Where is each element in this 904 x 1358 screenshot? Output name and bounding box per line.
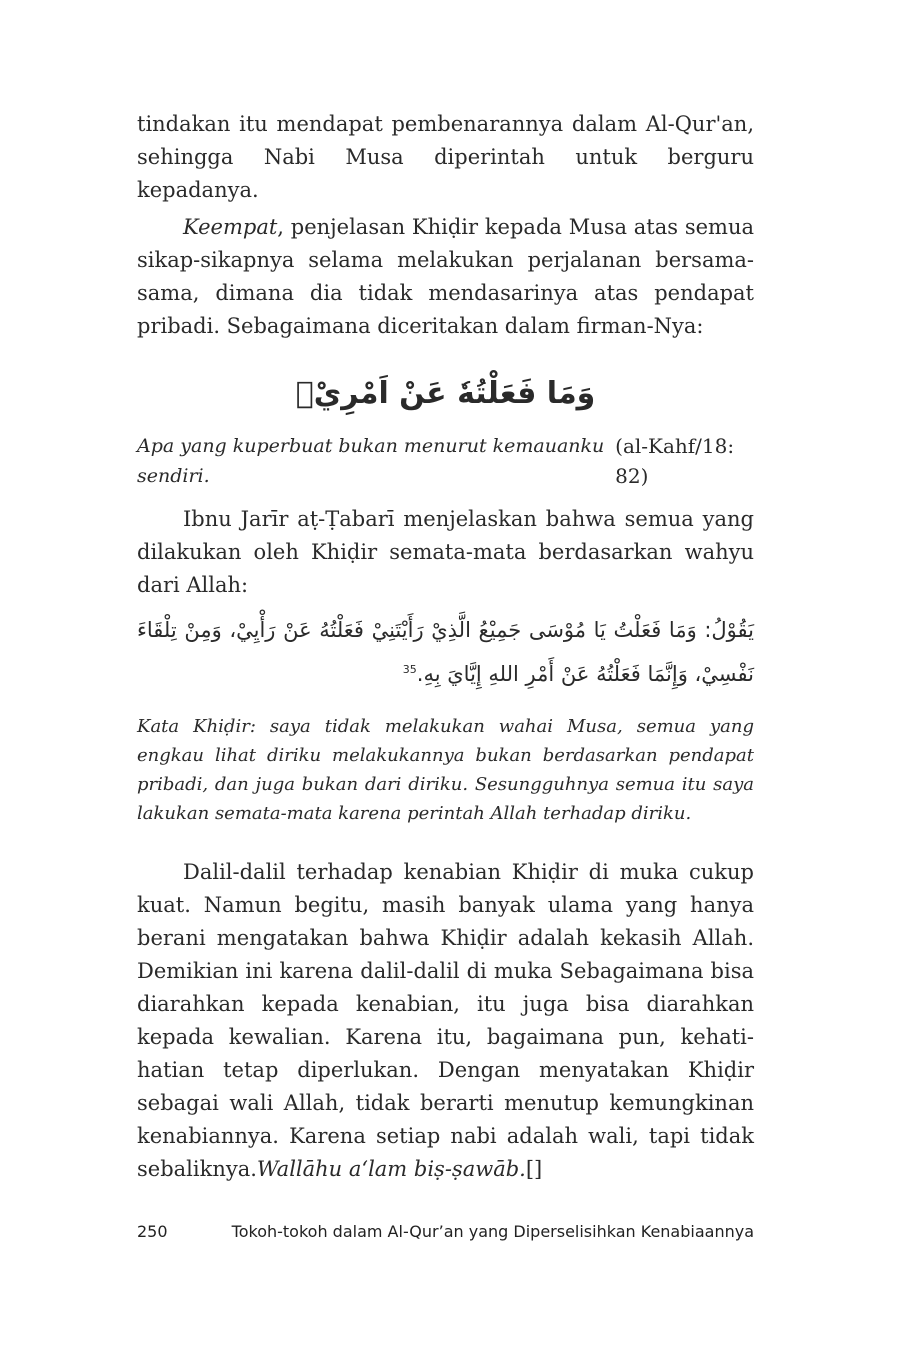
paragraph-1: tindakan itu mendapat pembenarannya dalam Al-Qur'an, sehingga Nabi Musa diperintah untuk berguru kepadanya. bbox=[137, 112, 754, 202]
paragraph-2 bbox=[137, 211, 754, 343]
paragraph-2-text: , penjelasan Khiḍir kepada Musa atas semua sikap-sikapnya selama melakukan perjalanan bersama-sama, dimana dia tidak mendasarinya atas pendapat pribadi. Sebagaimana diceritakan dalam firman-Nya: bbox=[137, 215, 754, 338]
paragraph-3: Ibnu Jarīr aṭ-Ṭabarī menjelaskan bahwa semua yang dilakukan oleh Khiḍir semata-mata berdasarkan wahyu dari Allah: bbox=[137, 507, 754, 597]
verse-translation: Apa yang kuperbuat bukan menurut kemauanku sendiri. bbox=[137, 435, 605, 487]
hadith-arabic: يَقُوْلُ: وَمَا فَعَلْتُ يَا مُوْسَى جَمِيْعُ الَّذِيْ رَأَيْتَنِيْ فَعَلْتُهُ عَنْ رَأْيِيْ، وَمِنْ تِلْقَاءَ نَفْسِيْ، وَإِنَّمَا فَعَلْتُهُ عَنْ أَمْرِ اللهِ إِيَّايَ بِهِ. bbox=[137, 618, 754, 686]
verse-translation-line bbox=[137, 431, 754, 491]
end-mark: [] bbox=[525, 1157, 543, 1181]
paragraph-4-text: Dalil-dalil terhadap kenabian Khiḍir di muka cukup kuat. Namun begitu, masih banyak ulama yang hanya berani mengatakan bahwa Khiḍir adalah kekasih Allah. Demikian ini karena dalil-dalil di muka Sebagaimana bisa diarahkan kepada kenabian, itu juga bisa diarahkan kepada kewalian. Karena itu, bagaimana pun, kehati-hatian tetap diperlukan. Dengan menyatakan Khiḍir sebagai wali Allah, tidak berarti menutup kemungkinan kenabiannya. Karena setiap nabi adalah wali, tapi tidak sebaliknya. bbox=[137, 860, 754, 1181]
paragraph-4 bbox=[137, 856, 754, 1186]
page-body bbox=[137, 108, 754, 1186]
verse-reference: (al-Kahf/18: 82) bbox=[615, 434, 735, 488]
footnote-marker[interactable]: 35 bbox=[402, 663, 417, 676]
hadith-arabic-block bbox=[137, 610, 754, 694]
hadith-translation: Kata Khiḍir: saya tidak melakukan wahai Musa, semua yang engkau lihat diriku melakukannya bukan berdasarkan pendapat pribadi, dan juga bukan dari diriku. Sesungguhnya semua itu saya lakukan semata-mata karena perintah Allah terhadap diriku. bbox=[137, 716, 754, 824]
running-title: Tokoh-tokoh dalam Al-Qur’an yang Diperselisihkan Kenabiaannya bbox=[231, 1222, 754, 1241]
page-footer bbox=[137, 1222, 754, 1241]
quran-verse-arabic: وَمَا فَعَلْتُهٗ عَنْ اَمْرِيْۗ bbox=[295, 376, 596, 411]
page-number: 250 bbox=[137, 1222, 168, 1241]
paragraph-2-lead: Keempat bbox=[183, 215, 278, 239]
closing-phrase: Wallāhu a‘lam biṣ-ṣawāb. bbox=[256, 1157, 526, 1181]
